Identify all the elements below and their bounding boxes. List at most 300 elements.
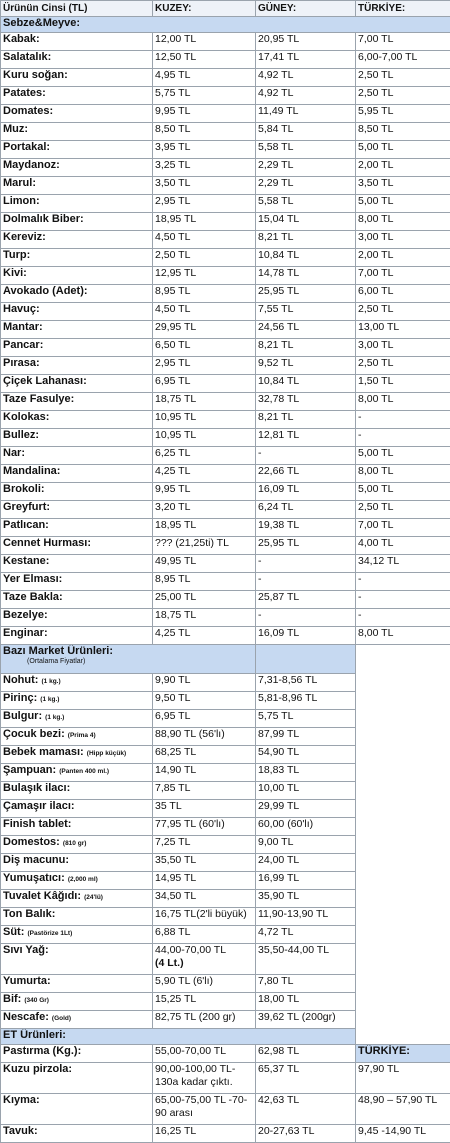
product-name: Salatalık: bbox=[1, 51, 153, 69]
product-note: (Hipp küçük) bbox=[87, 750, 126, 757]
table-row bbox=[1, 1125, 450, 1143]
price-south: 8,21 TL bbox=[256, 339, 356, 357]
product-name: Kıyma: bbox=[1, 1094, 153, 1125]
price-south: 65,37 TL bbox=[256, 1063, 356, 1094]
product-name: Enginar: bbox=[1, 627, 153, 645]
header-turkey: TÜRKİYE: bbox=[356, 1, 450, 17]
price-north: 6,50 TL bbox=[153, 339, 256, 357]
product-note: (24'lü) bbox=[84, 894, 103, 901]
empty-cell bbox=[356, 764, 450, 782]
price-north bbox=[153, 944, 256, 975]
price-turkey: 8,50 TL bbox=[356, 123, 450, 141]
price-turkey: - bbox=[356, 573, 450, 591]
price-north: 7,25 TL bbox=[153, 836, 256, 854]
product-label: Çocuk bezi: bbox=[3, 728, 65, 740]
price-south: 10,84 TL bbox=[256, 375, 356, 393]
price-turkey: 6,00 TL bbox=[356, 285, 450, 303]
price-turkey: 5,95 TL bbox=[356, 105, 450, 123]
price-north: ??? (21,25ti) TL bbox=[153, 537, 256, 555]
product-name bbox=[1, 764, 153, 782]
price-south: 32,78 TL bbox=[256, 393, 356, 411]
price-north: 3,95 TL bbox=[153, 141, 256, 159]
price-north: 34,50 TL bbox=[153, 890, 256, 908]
price-south: 15,04 TL bbox=[256, 213, 356, 231]
product-name: Maydanoz: bbox=[1, 159, 153, 177]
product-name: Mantar: bbox=[1, 321, 153, 339]
market-subtitle: (Ortalama Fiyatlar) bbox=[3, 658, 253, 666]
product-note: (1 kg.) bbox=[45, 714, 64, 721]
price-north: 8,95 TL bbox=[153, 573, 256, 591]
table-row bbox=[1, 213, 450, 231]
product-name bbox=[1, 800, 153, 818]
price-south: 54,90 TL bbox=[256, 746, 356, 764]
product-note: (Panten 400 ml.) bbox=[59, 768, 109, 775]
table-row bbox=[1, 1011, 450, 1029]
product-name: Turp: bbox=[1, 249, 153, 267]
table-row bbox=[1, 267, 450, 285]
price-south: - bbox=[256, 555, 356, 573]
product-name: Nar: bbox=[1, 447, 153, 465]
price-north: 12,00 TL bbox=[153, 33, 256, 51]
price-turkey: 8,00 TL bbox=[356, 213, 450, 231]
price-south: 22,66 TL bbox=[256, 465, 356, 483]
price-north: 6,88 TL bbox=[153, 926, 256, 944]
table-row bbox=[1, 573, 450, 591]
price-north: 8,50 TL bbox=[153, 123, 256, 141]
empty-cell bbox=[356, 993, 450, 1011]
table-row bbox=[1, 357, 450, 375]
product-label: Bulaşık ilacı: bbox=[3, 782, 70, 794]
table-row bbox=[1, 890, 450, 908]
product-name bbox=[1, 1011, 153, 1029]
price-turkey: 2,50 TL bbox=[356, 87, 450, 105]
product-name bbox=[1, 872, 153, 890]
product-name bbox=[1, 782, 153, 800]
price-north: 16,75 TL(2'li büyük) bbox=[153, 908, 256, 926]
price-south: - bbox=[256, 447, 356, 465]
header-row bbox=[1, 1, 450, 17]
price-south: 8,21 TL bbox=[256, 411, 356, 429]
price-turkey: 5,00 TL bbox=[356, 483, 450, 501]
price-south: 4,92 TL bbox=[256, 69, 356, 87]
price-south: 25,95 TL bbox=[256, 537, 356, 555]
price-turkey: 8,00 TL bbox=[356, 465, 450, 483]
section-row bbox=[1, 17, 450, 33]
price-turkey: 2,50 TL bbox=[356, 357, 450, 375]
price-north: 4,50 TL bbox=[153, 303, 256, 321]
price-north: 65,00-75,00 TL -70-90 arası bbox=[153, 1094, 256, 1125]
price-turkey: 8,00 TL bbox=[356, 627, 450, 645]
price-north: 16,25 TL bbox=[153, 1125, 256, 1143]
empty-cell bbox=[356, 710, 450, 728]
price-turkey: 97,90 TL bbox=[356, 1063, 450, 1094]
price-south: 7,55 TL bbox=[256, 303, 356, 321]
product-name: Tavuk: bbox=[1, 1125, 153, 1143]
empty-cell bbox=[356, 782, 450, 800]
price-south: 25,87 TL bbox=[256, 591, 356, 609]
table-row bbox=[1, 782, 450, 800]
price-south: 11,49 TL bbox=[256, 105, 356, 123]
table-row bbox=[1, 141, 450, 159]
product-name: Mandalina: bbox=[1, 465, 153, 483]
product-name bbox=[1, 728, 153, 746]
product-label: Pirinç: bbox=[3, 692, 37, 704]
price-south: 12,81 TL bbox=[256, 429, 356, 447]
product-label: Nohut: bbox=[3, 674, 38, 686]
product-name: Portakal: bbox=[1, 141, 153, 159]
table-row bbox=[1, 993, 450, 1011]
price-north: 6,95 TL bbox=[153, 375, 256, 393]
price-turkey: 5,00 TL bbox=[356, 195, 450, 213]
price-turkey: 2,00 TL bbox=[356, 159, 450, 177]
meat-title: ET Ürünleri: bbox=[1, 1029, 356, 1045]
table-row bbox=[1, 501, 450, 519]
empty-cell bbox=[356, 818, 450, 836]
price-south: 19,38 TL bbox=[256, 519, 356, 537]
table-row bbox=[1, 555, 450, 573]
price-north: 3,25 TL bbox=[153, 159, 256, 177]
price-south: 4,72 TL bbox=[256, 926, 356, 944]
price-south: 10,00 TL bbox=[256, 782, 356, 800]
table-row bbox=[1, 710, 450, 728]
empty-cell bbox=[356, 890, 450, 908]
table-row bbox=[1, 123, 450, 141]
table-row bbox=[1, 854, 450, 872]
price-south: 16,99 TL bbox=[256, 872, 356, 890]
price-north: 82,75 TL (200 gr) bbox=[153, 1011, 256, 1029]
price-south: 39,62 TL (200gr) bbox=[256, 1011, 356, 1029]
price-north: 4,50 TL bbox=[153, 231, 256, 249]
product-name: Sıvı Yağ: bbox=[1, 944, 153, 975]
price-north: 9,90 TL bbox=[153, 674, 256, 692]
table-row bbox=[1, 249, 450, 267]
product-note: (2,000 ml) bbox=[68, 876, 98, 883]
price-north: 7,85 TL bbox=[153, 782, 256, 800]
product-label: Diş macunu: bbox=[3, 854, 69, 866]
product-name bbox=[1, 674, 153, 692]
price-south: 18,00 TL bbox=[256, 993, 356, 1011]
table-row bbox=[1, 1045, 450, 1063]
table-row bbox=[1, 674, 450, 692]
table-row bbox=[1, 33, 450, 51]
product-note: (Prima 4) bbox=[68, 732, 96, 739]
meat-turkey-header: TÜRKİYE: bbox=[356, 1045, 450, 1063]
price-south: 5,58 TL bbox=[256, 195, 356, 213]
table-row bbox=[1, 537, 450, 555]
price-south: 16,09 TL bbox=[256, 627, 356, 645]
price-south: 5,75 TL bbox=[256, 710, 356, 728]
table-row bbox=[1, 836, 450, 854]
section-row bbox=[1, 1029, 450, 1045]
price-north: 3,20 TL bbox=[153, 501, 256, 519]
table-row bbox=[1, 728, 450, 746]
price-south: 24,56 TL bbox=[256, 321, 356, 339]
price-south: 25,95 TL bbox=[256, 285, 356, 303]
table-row bbox=[1, 1094, 450, 1125]
empty-cell bbox=[356, 872, 450, 890]
price-south: 5,84 TL bbox=[256, 123, 356, 141]
empty-cell bbox=[356, 975, 450, 993]
price-turkey: 34,12 TL bbox=[356, 555, 450, 573]
price-turkey: 6,00-7,00 TL bbox=[356, 51, 450, 69]
price-north: 3,50 TL bbox=[153, 177, 256, 195]
product-name: Taze Bakla: bbox=[1, 591, 153, 609]
product-label: Süt: bbox=[3, 926, 24, 938]
table-row bbox=[1, 818, 450, 836]
product-name: Pırasa: bbox=[1, 357, 153, 375]
product-name bbox=[1, 692, 153, 710]
product-name: Bullez: bbox=[1, 429, 153, 447]
product-name bbox=[1, 710, 153, 728]
product-name: Yer Elması: bbox=[1, 573, 153, 591]
empty-cell bbox=[356, 692, 450, 710]
price-south: 7,80 TL bbox=[256, 975, 356, 993]
table-row bbox=[1, 926, 450, 944]
product-name: Limon: bbox=[1, 195, 153, 213]
price-south: 4,92 TL bbox=[256, 87, 356, 105]
product-name: Muz: bbox=[1, 123, 153, 141]
price-turkey: 7,00 TL bbox=[356, 267, 450, 285]
product-name bbox=[1, 854, 153, 872]
product-name: Kolokas: bbox=[1, 411, 153, 429]
price-north: 35 TL bbox=[153, 800, 256, 818]
product-name: Kereviz: bbox=[1, 231, 153, 249]
price-north: 14,90 TL bbox=[153, 764, 256, 782]
product-name bbox=[1, 975, 153, 993]
product-name: Kuru soğan: bbox=[1, 69, 153, 87]
product-note: (Pastörize 1Lt) bbox=[27, 930, 72, 937]
product-name bbox=[1, 818, 153, 836]
product-label: Domestos: bbox=[3, 836, 60, 848]
price-south: - bbox=[256, 609, 356, 627]
price-north: 12,50 TL bbox=[153, 51, 256, 69]
product-note: (340 Gr) bbox=[24, 997, 49, 1004]
price-south: 42,63 TL bbox=[256, 1094, 356, 1125]
table-row bbox=[1, 692, 450, 710]
price-south: 5,58 TL bbox=[256, 141, 356, 159]
price-north: 6,95 TL bbox=[153, 710, 256, 728]
produce-title: Sebze&Meyve: bbox=[1, 17, 450, 33]
price-north: 4,25 TL bbox=[153, 465, 256, 483]
price-turkey: - bbox=[356, 591, 450, 609]
table-row bbox=[1, 975, 450, 993]
product-note: (810 gr) bbox=[63, 840, 86, 847]
price-south: 7,31-8,56 TL bbox=[256, 674, 356, 692]
produce-section bbox=[1, 17, 450, 645]
meat-section bbox=[1, 1029, 450, 1143]
price-north: 8,95 TL bbox=[153, 285, 256, 303]
product-label: Bif: bbox=[3, 993, 21, 1005]
empty-cell bbox=[356, 800, 450, 818]
product-name: Patlıcan: bbox=[1, 519, 153, 537]
table-row bbox=[1, 746, 450, 764]
table-row bbox=[1, 177, 450, 195]
table-row bbox=[1, 285, 450, 303]
price-north: 5,75 TL bbox=[153, 87, 256, 105]
product-name: Avokado (Adet): bbox=[1, 285, 153, 303]
price-north: 18,75 TL bbox=[153, 609, 256, 627]
price-turkey: 7,00 TL bbox=[356, 519, 450, 537]
empty-cell bbox=[356, 746, 450, 764]
price-south: - bbox=[256, 573, 356, 591]
product-label: Tuvalet Kâğıdı: bbox=[3, 890, 81, 902]
price-north: 2,95 TL bbox=[153, 195, 256, 213]
table-row bbox=[1, 51, 450, 69]
table-row bbox=[1, 764, 450, 782]
product-label: Ton Balık: bbox=[3, 908, 55, 920]
price-north: 49,95 TL bbox=[153, 555, 256, 573]
table-row bbox=[1, 800, 450, 818]
price-south: 16,09 TL bbox=[256, 483, 356, 501]
product-name: Kivi: bbox=[1, 267, 153, 285]
empty-cell bbox=[356, 674, 450, 692]
section-row bbox=[1, 645, 450, 674]
header-north: KUZEY: bbox=[153, 1, 256, 17]
table-row bbox=[1, 627, 450, 645]
table-row bbox=[1, 483, 450, 501]
price-south: 35,50-44,00 TL bbox=[256, 944, 356, 975]
empty-cell bbox=[356, 926, 450, 944]
price-south: 10,84 TL bbox=[256, 249, 356, 267]
price-turkey: 2,00 TL bbox=[356, 249, 450, 267]
price-turkey: 1,50 TL bbox=[356, 375, 450, 393]
product-name: Çiçek Lahanası: bbox=[1, 375, 153, 393]
market-title: Bazı Market Ürünleri: bbox=[3, 645, 113, 657]
product-name: Greyfurt: bbox=[1, 501, 153, 519]
price-south: 20-27,63 TL bbox=[256, 1125, 356, 1143]
price-south: 60,00 (60'lı) bbox=[256, 818, 356, 836]
price-north: 90,00-100,00 TL-130a kadar çıktı. bbox=[153, 1063, 256, 1094]
product-name: Kestane: bbox=[1, 555, 153, 573]
price-north: 29,95 TL bbox=[153, 321, 256, 339]
table-row bbox=[1, 195, 450, 213]
price-south: 20,95 TL bbox=[256, 33, 356, 51]
product-label: Nescafe: bbox=[3, 1011, 49, 1023]
price-turkey: - bbox=[356, 609, 450, 627]
empty-cell bbox=[356, 854, 450, 872]
price-turkey: 2,50 TL bbox=[356, 501, 450, 519]
price-south: 87,99 TL bbox=[256, 728, 356, 746]
price-south: 14,78 TL bbox=[256, 267, 356, 285]
table-row bbox=[1, 519, 450, 537]
price-turkey: 3,00 TL bbox=[356, 339, 450, 357]
product-note: (Gold) bbox=[52, 1015, 71, 1022]
product-name: Dolmalık Biber: bbox=[1, 213, 153, 231]
price-south: 17,41 TL bbox=[256, 51, 356, 69]
table-row bbox=[1, 339, 450, 357]
table-row bbox=[1, 908, 450, 926]
header-south: GÜNEY: bbox=[256, 1, 356, 17]
price-north: 12,95 TL bbox=[153, 267, 256, 285]
product-label: Bebek maması: bbox=[3, 746, 84, 758]
empty-cell bbox=[356, 944, 450, 975]
price-north: 2,95 TL bbox=[153, 357, 256, 375]
price-north: 68,25 TL bbox=[153, 746, 256, 764]
header-product: Ürünün Cinsi (TL) bbox=[1, 1, 153, 17]
product-label: Finish tablet: bbox=[3, 818, 71, 830]
price-north: 4,25 TL bbox=[153, 627, 256, 645]
price-south: 62,98 TL bbox=[256, 1045, 356, 1063]
product-name: Kabak: bbox=[1, 33, 153, 51]
market-section bbox=[1, 645, 450, 1029]
empty-cell bbox=[356, 728, 450, 746]
price-north: 9,50 TL bbox=[153, 692, 256, 710]
price-south: 2,29 TL bbox=[256, 159, 356, 177]
price-north: 2,50 TL bbox=[153, 249, 256, 267]
product-label: Şampuan: bbox=[3, 764, 56, 776]
price-south: 5,81-8,96 TL bbox=[256, 692, 356, 710]
table-row bbox=[1, 591, 450, 609]
product-name bbox=[1, 926, 153, 944]
product-name: Marul: bbox=[1, 177, 153, 195]
table-row bbox=[1, 609, 450, 627]
product-label: Yumurta: bbox=[3, 975, 51, 987]
product-note: (1 kg.) bbox=[42, 678, 61, 685]
price-south: 11,90-13,90 TL bbox=[256, 908, 356, 926]
price-north: 4,95 TL bbox=[153, 69, 256, 87]
table-row bbox=[1, 105, 450, 123]
price-turkey: 8,00 TL bbox=[356, 393, 450, 411]
price-north: 18,75 TL bbox=[153, 393, 256, 411]
price-north: 10,95 TL bbox=[153, 411, 256, 429]
product-label: Bulgur: bbox=[3, 710, 42, 722]
table-row bbox=[1, 69, 450, 87]
product-name bbox=[1, 746, 153, 764]
price-turkey: 3,50 TL bbox=[356, 177, 450, 195]
empty-cell bbox=[356, 836, 450, 854]
table-row bbox=[1, 1063, 450, 1094]
price-south: 2,29 TL bbox=[256, 177, 356, 195]
empty-cell bbox=[356, 1011, 450, 1029]
product-name: Cennet Hurması: bbox=[1, 537, 153, 555]
table-row bbox=[1, 447, 450, 465]
table-row bbox=[1, 944, 450, 975]
price-turkey: 9,45 -14,90 TL bbox=[356, 1125, 450, 1143]
price-north: 77,95 TL (60'lı) bbox=[153, 818, 256, 836]
price-north: 14,95 TL bbox=[153, 872, 256, 890]
price-turkey: 13,00 TL bbox=[356, 321, 450, 339]
product-label: Yumuşatıcı: bbox=[3, 872, 65, 884]
product-name: Pastırma (Kg.): bbox=[1, 1045, 153, 1063]
price-turkey: 3,00 TL bbox=[356, 231, 450, 249]
price-north: 18,95 TL bbox=[153, 213, 256, 231]
price-north-value: 44,00-70,00 TL bbox=[155, 944, 253, 957]
product-name: Pancar: bbox=[1, 339, 153, 357]
table-row bbox=[1, 393, 450, 411]
product-name bbox=[1, 836, 153, 854]
price-north: 5,90 TL (6'lı) bbox=[153, 975, 256, 993]
product-name: Taze Fasulye: bbox=[1, 393, 153, 411]
price-turkey: 4,00 TL bbox=[356, 537, 450, 555]
price-north: 9,95 TL bbox=[153, 105, 256, 123]
table-row bbox=[1, 159, 450, 177]
price-turkey: 7,00 TL bbox=[356, 33, 450, 51]
table-row bbox=[1, 429, 450, 447]
product-name: Havuç: bbox=[1, 303, 153, 321]
price-turkey: 5,00 TL bbox=[356, 141, 450, 159]
product-label: Çamaşır ilacı: bbox=[3, 800, 75, 812]
price-turkey: - bbox=[356, 411, 450, 429]
table-row bbox=[1, 231, 450, 249]
table-row bbox=[1, 321, 450, 339]
price-turkey: - bbox=[356, 429, 450, 447]
table-row bbox=[1, 87, 450, 105]
price-south: 18,83 TL bbox=[256, 764, 356, 782]
product-name bbox=[1, 993, 153, 1011]
table-row bbox=[1, 375, 450, 393]
price-north-unit: (4 Lt.) bbox=[155, 957, 253, 970]
price-north: 9,95 TL bbox=[153, 483, 256, 501]
